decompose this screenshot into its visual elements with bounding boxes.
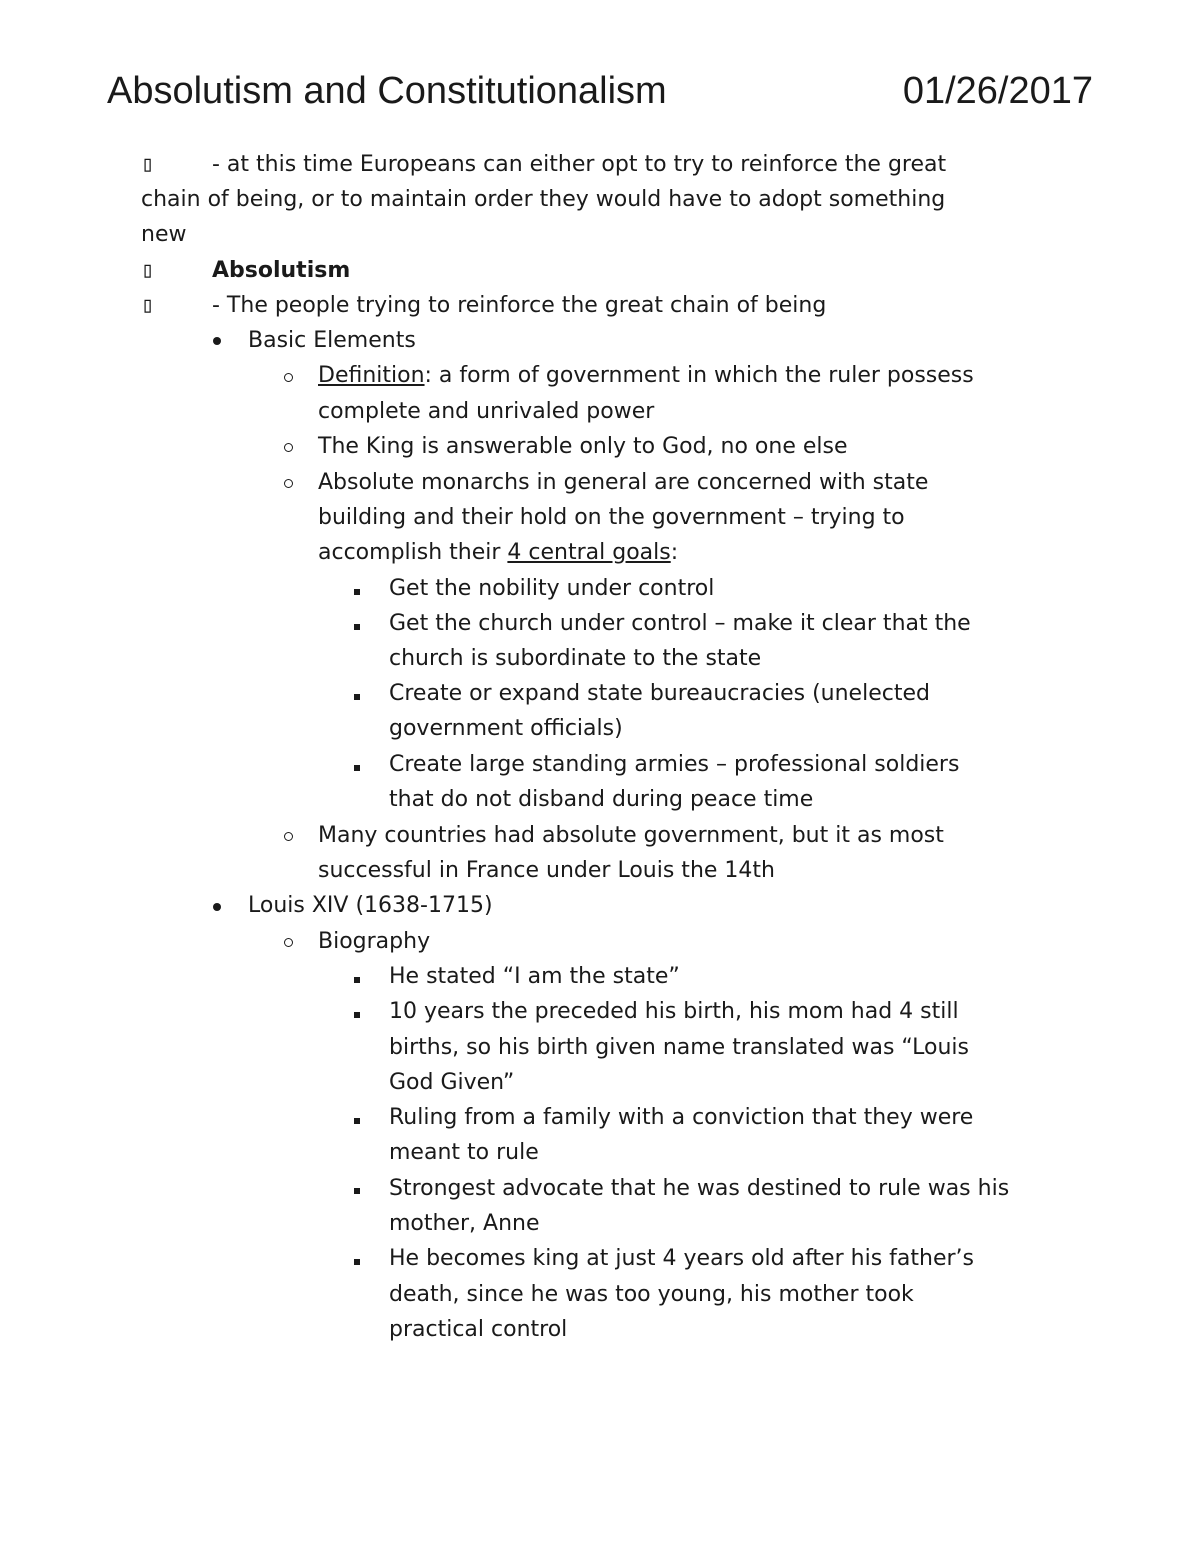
circle-bullet-icon <box>284 443 293 452</box>
circle-bullet-icon <box>284 832 293 841</box>
intro-line-1: - at this time Europeans can either opt to try to reinforce the great <box>212 152 947 177</box>
square-bullet-icon <box>354 589 360 595</box>
missing-glyph-icon: ▯ <box>141 293 155 318</box>
disc-bullet-icon <box>213 903 221 911</box>
page-title: Absolutism and Constitutionalism <box>107 70 667 112</box>
monarchs-text: accomplish their <box>318 540 508 565</box>
bio-item-4: Strongest advocate that he was destined to rule was his <box>389 1176 1010 1201</box>
goal-item-1: Get the nobility under control <box>389 576 715 601</box>
bio-item-2: 10 years the preceded his birth, his mom had 4 still <box>389 999 959 1024</box>
monarchs-colon: : <box>670 540 679 565</box>
definition-term: Definition <box>318 363 425 388</box>
square-bullet-icon <box>354 1118 360 1124</box>
square-bullet-icon <box>354 765 360 771</box>
goal-item-4: Create large standing armies – professional soldiers <box>389 752 960 777</box>
intro-line-3: new <box>141 222 187 247</box>
square-bullet-icon <box>354 977 360 983</box>
circle-bullet-icon <box>284 479 293 488</box>
square-bullet-icon <box>354 1012 360 1018</box>
bio-item-5: He becomes king at just 4 years old after his father’s <box>389 1246 974 1271</box>
list-item-monarchs-1: Absolute monarchs in general are concerned with state <box>318 470 929 495</box>
bio-item-4-cont: mother, Anne <box>389 1211 540 1236</box>
missing-glyph-icon: ▯ <box>141 258 155 283</box>
list-item-monarchs-2: building and their hold on the government – trying to <box>318 505 905 530</box>
list-item-king: The King is answerable only to God, no one else <box>318 434 848 459</box>
list-item-basic-elements: Basic Elements <box>248 328 416 353</box>
section-heading: Absolutism <box>212 258 351 283</box>
missing-glyph-icon: ▯ <box>141 152 155 177</box>
bio-item-3-cont: meant to rule <box>389 1140 539 1165</box>
bio-item-1: He stated “I am the state” <box>389 964 680 989</box>
square-bullet-icon <box>354 1188 360 1194</box>
definition-text: : a form of government in which the ruler possess <box>424 363 974 388</box>
list-item-many-countries-cont: successful in France under Louis the 14th <box>318 858 775 883</box>
bio-item-3: Ruling from a family with a conviction that they were <box>389 1105 974 1130</box>
bio-item-2-cont: births, so his birth given name translated was “Louis <box>389 1035 969 1060</box>
circle-bullet-icon <box>284 373 293 382</box>
bio-item-5-cont-2: practical control <box>389 1317 568 1342</box>
square-bullet-icon <box>354 624 360 630</box>
circle-bullet-icon <box>284 938 293 947</box>
list-item-many-countries: Many countries had absolute government, but it as most <box>318 823 944 848</box>
goal-item-2-cont: church is subordinate to the state <box>389 646 762 671</box>
list-item-louis: Louis XIV (1638-1715) <box>248 893 493 918</box>
square-bullet-icon <box>354 694 360 700</box>
page-header <box>107 70 1093 120</box>
goal-item-3-cont: government officials) <box>389 716 623 741</box>
definition-continuation: complete and unrivaled power <box>318 399 655 424</box>
bio-item-5-cont: death, since he was too young, his mother took <box>389 1282 914 1307</box>
list-item-monarchs-3 <box>318 535 678 570</box>
goal-item-4-cont: that do not disband during peace time <box>389 787 814 812</box>
square-bullet-icon <box>354 1259 360 1265</box>
list-item-biography: Biography <box>318 929 431 954</box>
disc-bullet-icon <box>213 337 221 345</box>
bio-item-2-cont-2: God Given” <box>389 1070 515 1095</box>
central-goals-label: 4 central goals <box>507 540 671 565</box>
section-subtitle: - The people trying to reinforce the great chain of being <box>212 293 827 318</box>
page-date: 01/26/2017 <box>902 70 1093 112</box>
goal-item-3: Create or expand state bureaucracies (unelected <box>389 681 930 706</box>
list-item-definition <box>318 358 974 393</box>
intro-line-2: chain of being, or to maintain order they would have to adopt something <box>141 187 946 212</box>
goal-item-2: Get the church under control – make it clear that the <box>389 611 971 636</box>
